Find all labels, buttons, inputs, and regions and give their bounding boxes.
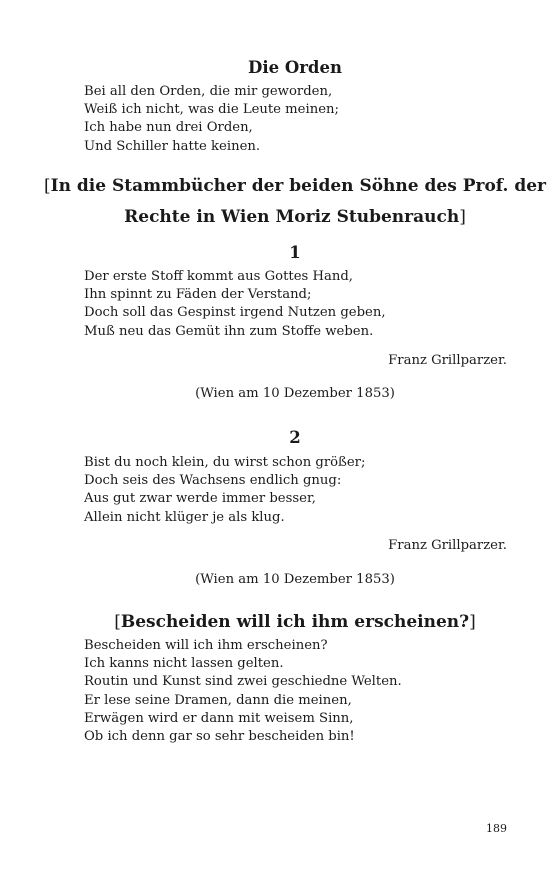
poem-number-1: 1 xyxy=(289,243,301,262)
signature-1: Franz Grillparzer. xyxy=(388,353,507,368)
poem-1 xyxy=(84,268,386,341)
verse-line: Er lese seine Dramen, dann die meinen, xyxy=(84,692,352,708)
section-title-stammbuch-line1 xyxy=(40,176,550,196)
close-bracket: ] xyxy=(469,612,476,632)
verse-line: Bei all den Orden, die mir geworden, xyxy=(84,84,333,99)
close-bracket: ] xyxy=(459,207,466,227)
verse-line: Ich kanns nicht lassen gelten. xyxy=(84,656,284,672)
verse-line: Erwägen wird er dann mit weisem Sinn, xyxy=(84,710,354,726)
verse-line: Allein nicht klüger je als klug. xyxy=(84,509,285,525)
date-2: (Wien am 10 Dezember 1853) xyxy=(195,572,395,587)
verse-line: Routin und Kunst sind zwei geschiedne Welten. xyxy=(84,674,402,690)
title-text: Rechte in Wien Moriz Stubenrauch xyxy=(124,207,460,227)
title-text: Bescheiden will ich ihm erscheinen? xyxy=(120,612,470,632)
verse-line: Weiß ich nicht, was die Leute meinen; xyxy=(84,102,339,118)
verse-line: Muß neu das Gemüt ihn zum Stoffe weben. xyxy=(84,323,374,339)
signature-2: Franz Grillparzer. xyxy=(388,538,507,553)
verse-line: Bist du noch klein, du wirst schon größer; xyxy=(84,455,366,470)
verse-line: Und Schiller hatte keinen. xyxy=(84,138,261,154)
verse-line: Doch seis des Wachsens endlich gnug: xyxy=(84,473,342,489)
verse-line: Ihn spinnt zu Fäden der Verstand; xyxy=(84,287,312,303)
verse-line: Ob ich denn gar so sehr bescheiden bin! xyxy=(84,729,355,745)
page-number: 189 xyxy=(486,822,507,835)
poem-orden xyxy=(84,83,339,156)
poem-title-orden: Die Orden xyxy=(248,58,342,77)
poem-number-2: 2 xyxy=(289,428,301,447)
open-bracket: [ xyxy=(44,176,51,196)
poem-bescheiden xyxy=(84,637,402,746)
verse-line: Bescheiden will ich ihm erscheinen? xyxy=(84,638,328,653)
poem-2 xyxy=(84,454,365,527)
verse-line: Der erste Stoff kommt aus Gottes Hand, xyxy=(84,269,353,284)
poem-title-bescheiden xyxy=(40,612,550,632)
verse-line: Ich habe nun drei Orden, xyxy=(84,120,253,136)
date-1: (Wien am 10 Dezember 1853) xyxy=(195,386,395,401)
open-bracket: [ xyxy=(114,612,121,632)
verse-line: Doch soll das Gespinst irgend Nutzen geben, xyxy=(84,305,386,321)
verse-line: Aus gut zwar werde immer besser, xyxy=(84,491,316,507)
title-text: In die Stammbücher der beiden Söhne des Prof. der xyxy=(50,176,546,196)
section-title-stammbuch-line2 xyxy=(40,207,550,227)
